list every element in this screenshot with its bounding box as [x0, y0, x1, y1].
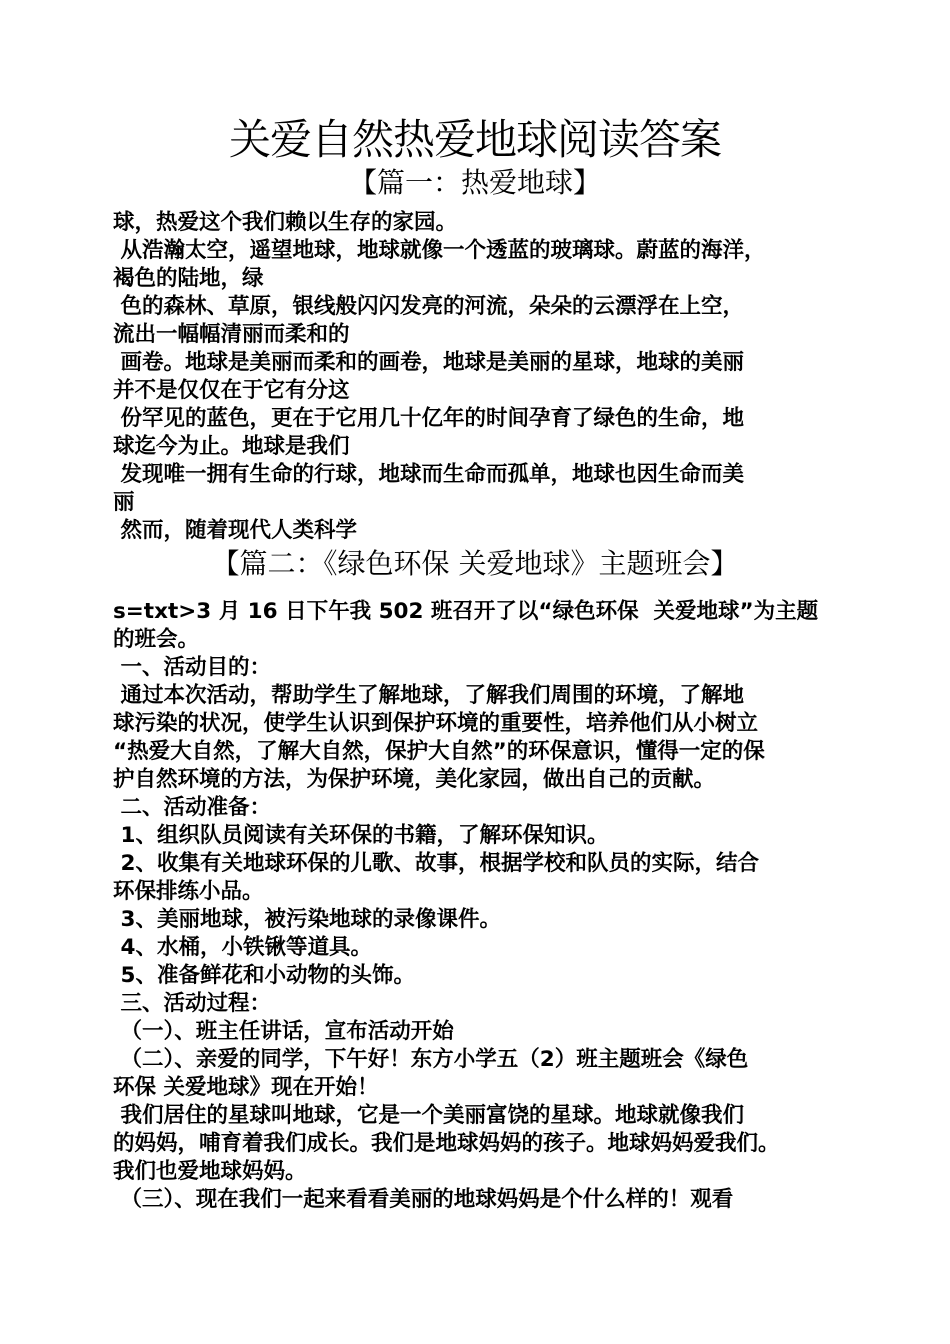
text-line: 我们也爱地球妈妈。	[113, 1159, 307, 1184]
text-line: 份罕见的蓝色，更在于它用几十亿年的时间孕育了绿色的生命，地	[113, 406, 744, 431]
text-line: 丽	[113, 490, 135, 515]
part2-heading: 【篇二：《绿色环保 关爱地球》主题班会】	[211, 547, 739, 580]
text-line: 的妈妈，哺育着我们成长。我们是地球妈妈的孩子。地球妈妈爱我们。	[113, 1131, 780, 1156]
text-line: 我们居住的星球叫地球，它是一个美丽富饶的星球。地球就像我们	[113, 1103, 744, 1128]
text-line: 护自然环境的方法，为保护环境，美化家园，做出自己的贡献。	[113, 767, 716, 792]
text-line: 然而，随着现代人类科学	[113, 518, 357, 543]
text-line: （一）、班主任讲话，宣布活动开始	[113, 1019, 454, 1044]
text-line: 球，热爱这个我们赖以生存的家园。	[113, 210, 458, 235]
text-line: 的班会。	[113, 627, 200, 652]
text-line: 环保排练小品。	[113, 879, 264, 904]
text-line: 球污染的状况，使学生认识到保护环境的重要性，培养他们从小树立	[113, 711, 759, 736]
part2-body	[113, 598, 848, 1214]
text-line: 褐色的陆地，绿	[113, 266, 264, 291]
text-line: 画卷。地球是美丽而柔和的画卷，地球是美丽的星球，地球的美丽	[113, 350, 744, 375]
text-line: 色的森林、草原，银线般闪闪发亮的河流，朵朵的云漂浮在上空，	[113, 294, 744, 319]
text-line: 3、美丽地球，被污染地球的录像课件。	[113, 907, 501, 932]
text-line: 发现唯一拥有生命的行球，地球而生命而孤单，地球也因生命而美	[113, 462, 744, 487]
text-line: 2、收集有关地球环保的儿歌、故事，根据学校和队员的实际，结合	[113, 851, 759, 876]
text-line: s=txt>3 月 16 日下午我 502 班召开了以“绿色环保 关爱地球”为主题	[113, 599, 819, 624]
text-line: 二、活动准备：	[113, 795, 271, 820]
text-line: “热爱大自然，了解大自然，保护大自然”的环保意识，懂得一定的保	[113, 739, 765, 764]
text-line: 一、活动目的：	[113, 655, 271, 680]
page-title: 关爱自然热爱地球阅读答案	[228, 115, 721, 164]
text-line: 并不是仅仅在于它有分这	[113, 378, 350, 403]
text-line: （二）、亲爱的同学，下午好！东方小学五（2）班主题班会《绿色	[113, 1047, 749, 1072]
text-line: 4、水桶，小铁锹等道具。	[113, 935, 372, 960]
text-line: 球迄今为止。地球是我们	[113, 434, 350, 459]
text-line: 流出一幅幅清丽而柔和的	[113, 322, 350, 347]
text-line: 三、活动过程：	[113, 991, 271, 1016]
text-line: 1、组织队员阅读有关环保的书籍，了解环保知识。	[113, 823, 609, 848]
part1-heading: 【篇一：热爱地球】	[348, 166, 601, 199]
text-line: 通过本次活动，帮助学生了解地球，了解我们周围的环境，了解地	[113, 683, 744, 708]
text-line: 5、准备鲜花和小动物的头饰。	[113, 963, 415, 988]
part1-body	[113, 209, 848, 545]
text-line: 环保 关爱地球》现在开始！	[113, 1075, 379, 1100]
text-line: 从浩瀚太空，遥望地球，地球就像一个透蓝的玻璃球。蔚蓝的海洋，	[113, 238, 766, 263]
text-line: （三）、现在我们一起来看看美丽的地球妈妈是个什么样的！观看	[113, 1187, 734, 1212]
